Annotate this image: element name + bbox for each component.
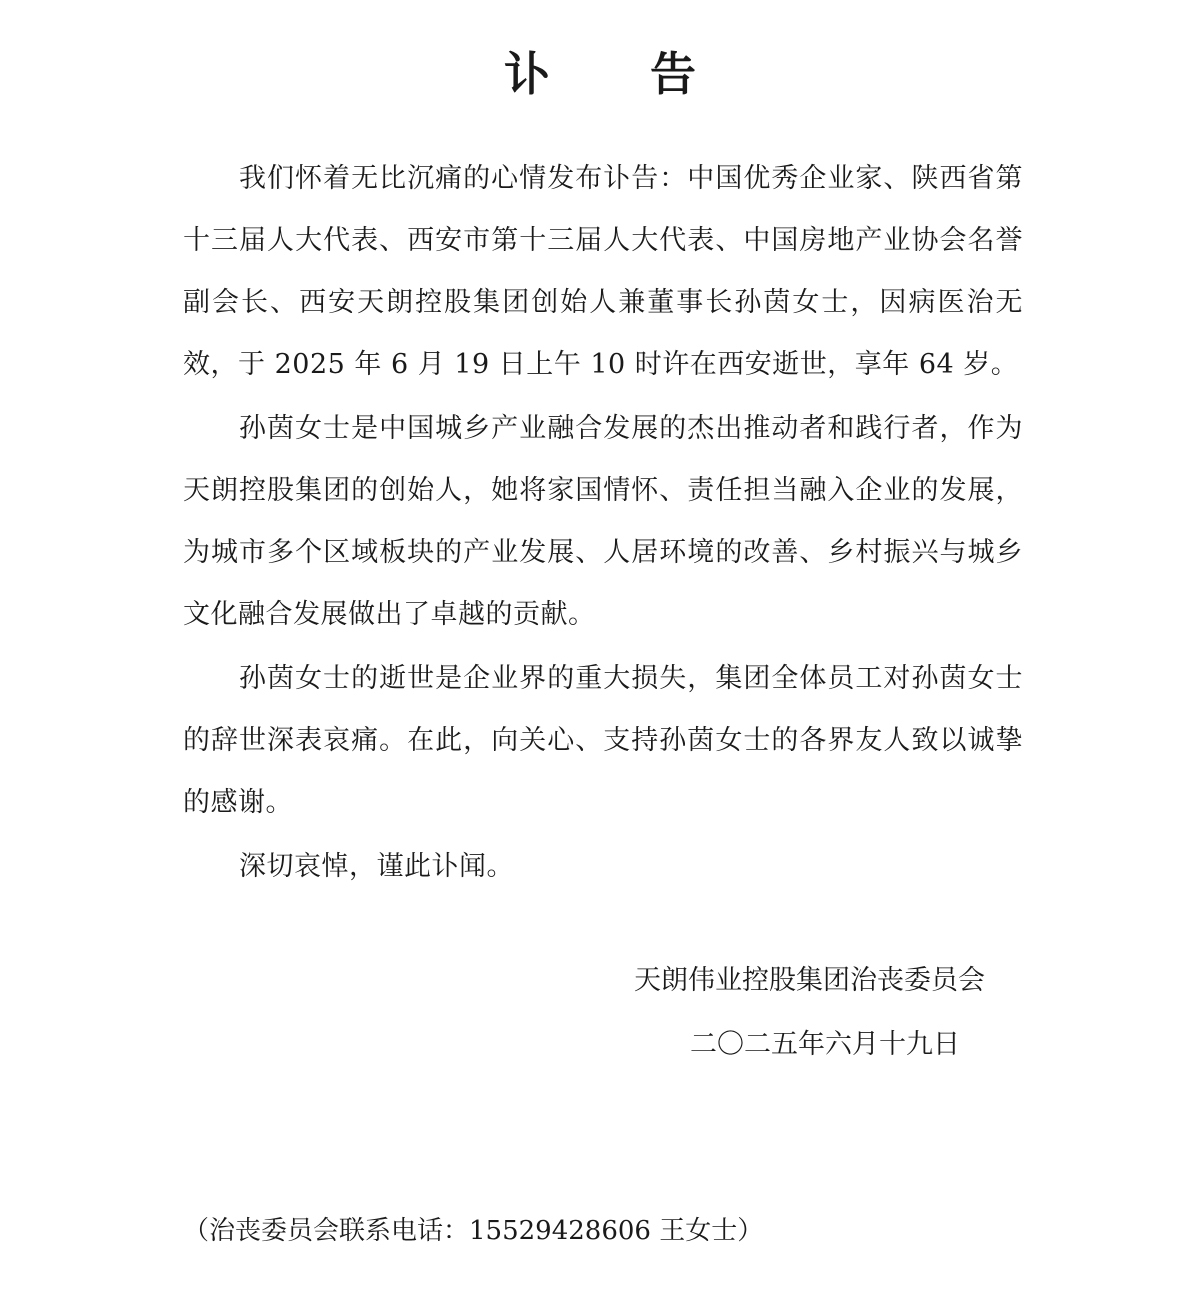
page-title: 讣 告 bbox=[503, 47, 738, 101]
paragraph-condolence: 孙茵女士的逝世是企业界的重大损失，集团全体员工对孙茵女士的辞世深表哀痛。在此，向关心、支持孙茵女士的各界友人致以诚挚的感谢。 bbox=[183, 663, 1023, 818]
signature-organization: 天朗伟业控股集团治丧委员会 bbox=[634, 965, 985, 996]
paragraph-announcement: 我们怀着无比沉痛的心情发布讣告：中国优秀企业家、陕西省第十三届人大代表、西安市第十三届人大代表、中国房地产业协会名誉副会长、西安天朗控股集团创始人兼董事长孙茵女士，因病医治无效，于 2025 年 6 月 19 日上午 10 时许在西安逝世，享年 64 岁。 bbox=[183, 163, 1023, 380]
signature-date: 二〇二五年六月十九日 bbox=[690, 1029, 960, 1060]
obituary-body bbox=[183, 148, 1023, 900]
contact-info: （治丧委员会联系电话：15529428606 王女士） bbox=[183, 1216, 764, 1246]
paragraph-contribution: 孙茵女士是中国城乡产业融合发展的杰出推动者和践行者，作为天朗控股集团的创始人，她将家国情怀、责任担当融入企业的发展，为城市多个区域板块的产业发展、人居环境的改善、乡村振兴与城乡文化融合发展做出了卓越的贡献。 bbox=[183, 413, 1023, 630]
paragraph-closing: 深切哀悼，谨此讣闻。 bbox=[239, 851, 514, 882]
